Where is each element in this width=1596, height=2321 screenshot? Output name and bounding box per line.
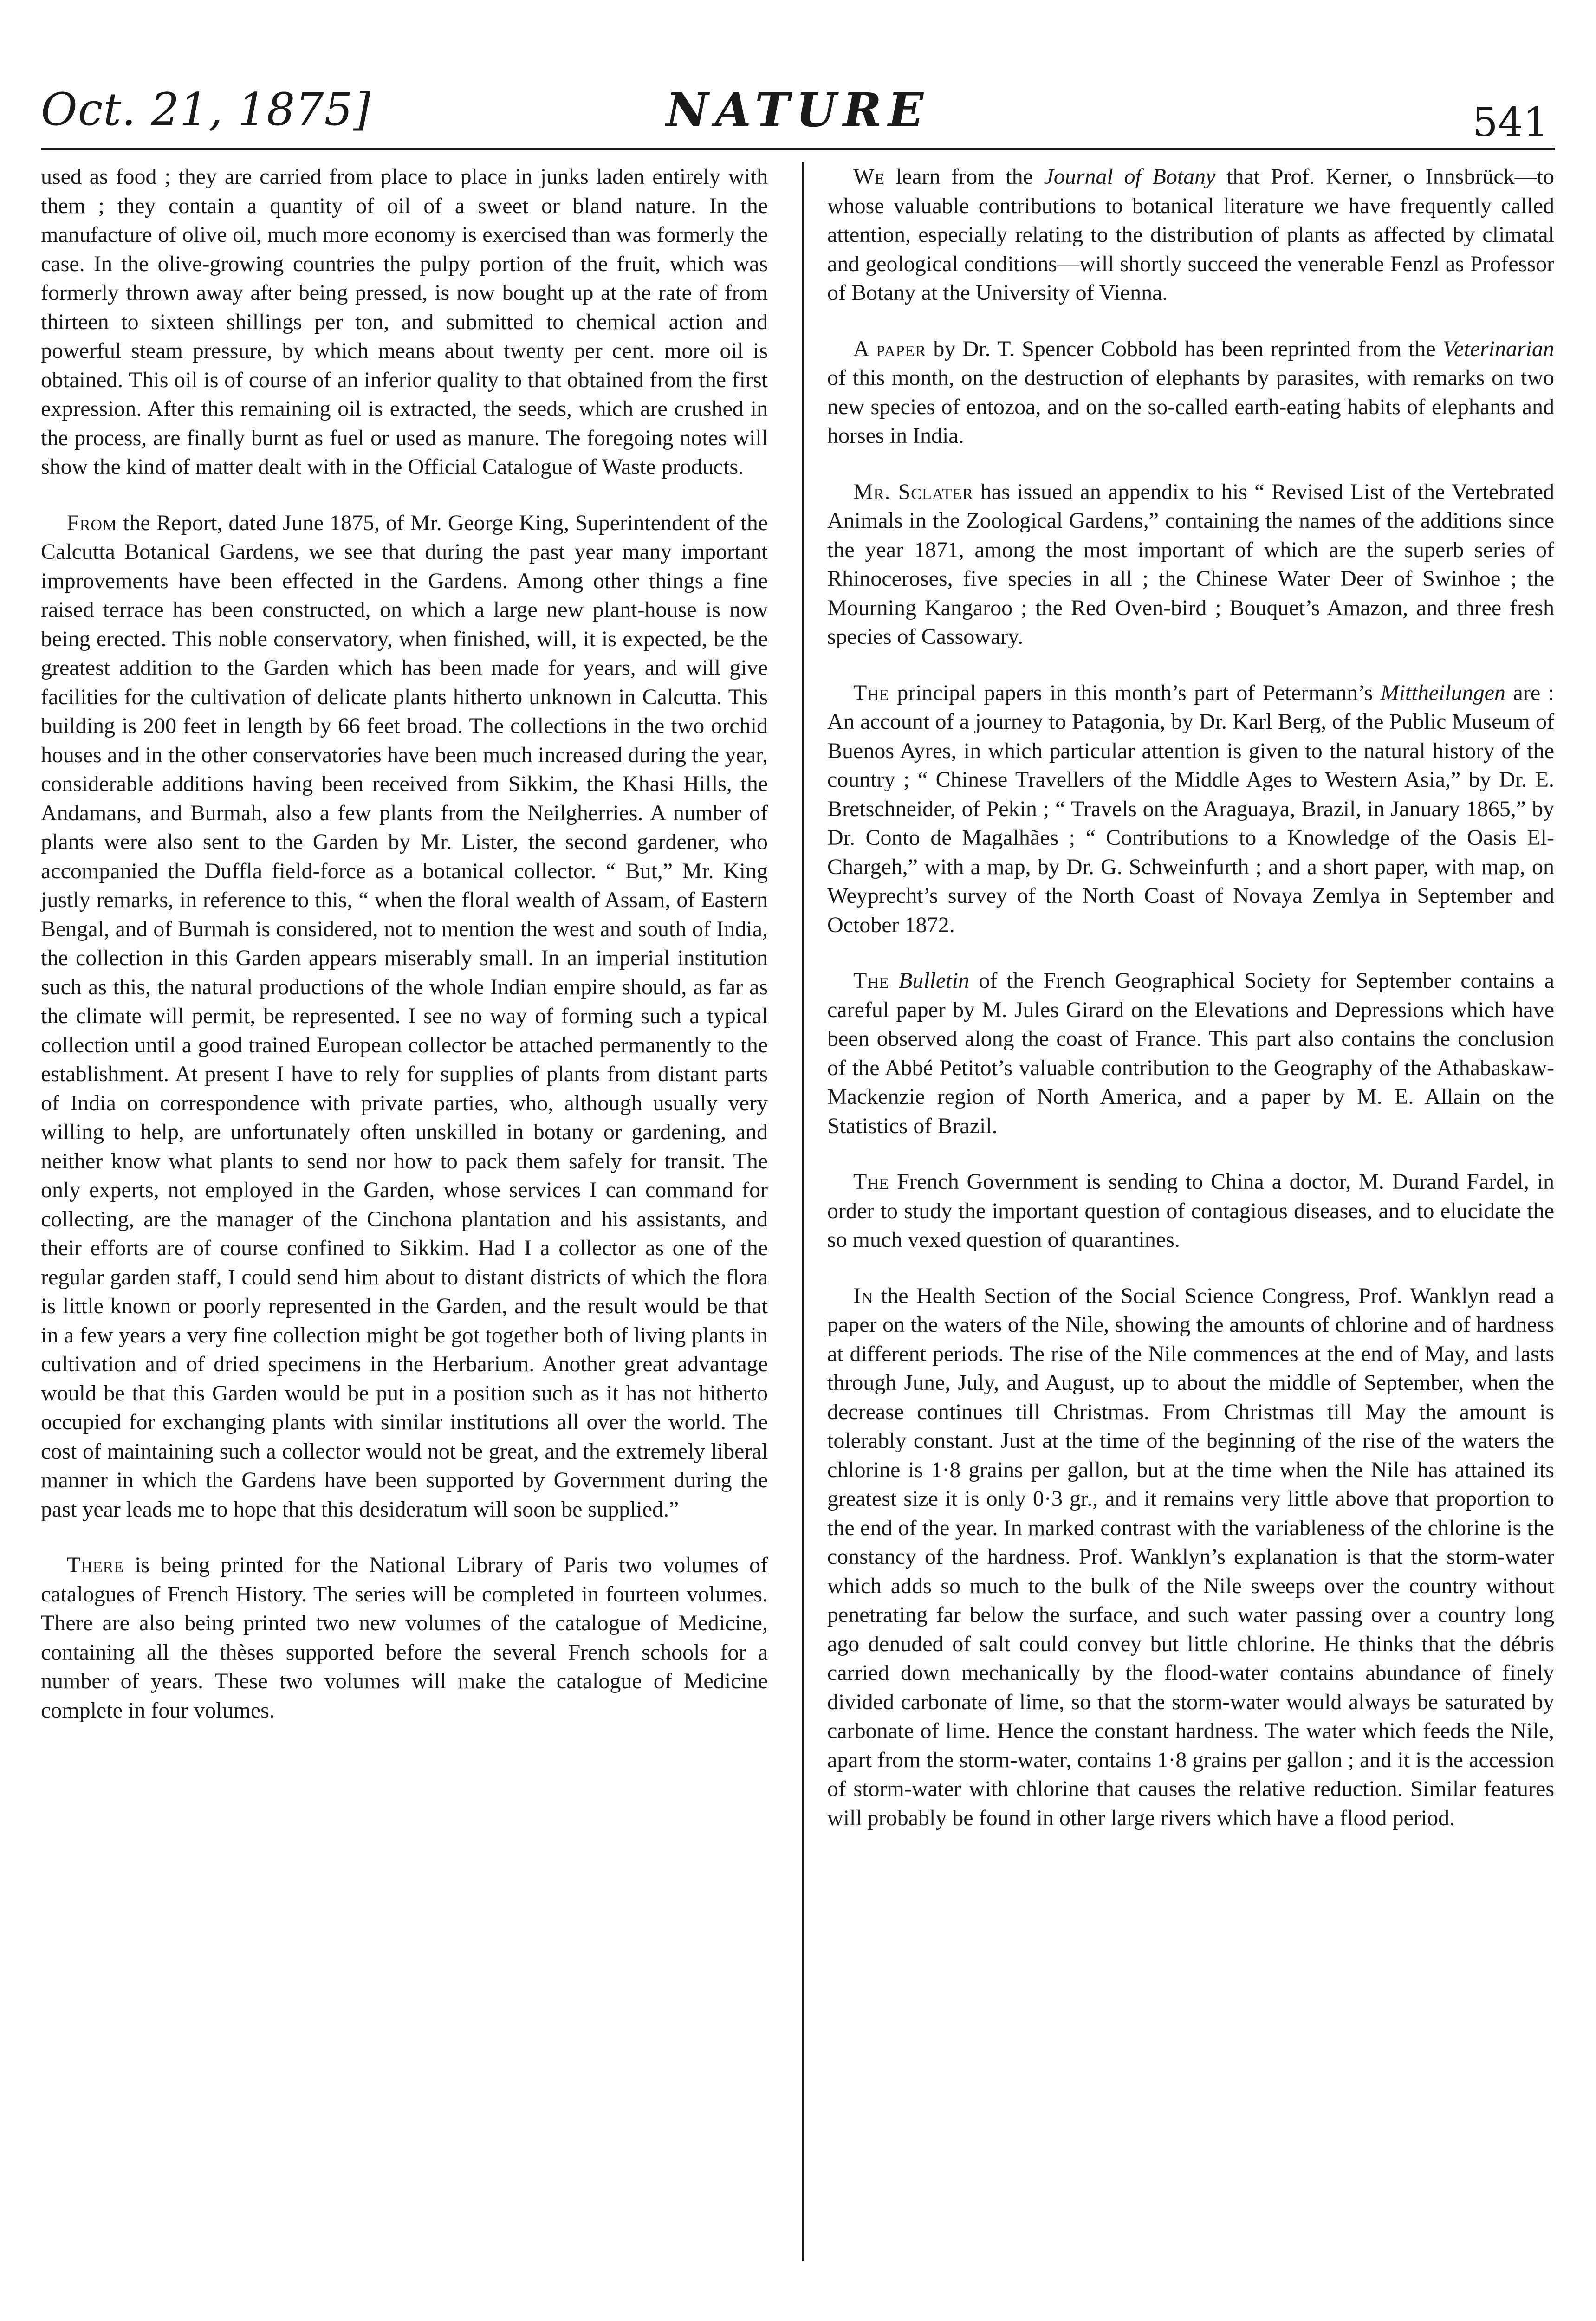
paragraph-sclater: Mr. Sclater has issued an appendix to his “ Revised List of the Vertebrated Animals in the Zoological Gardens,” containing the names of the additions since the year 1871, among the most important of which are the superb series of Rhinoceroses, five species in all ; the Chinese Water Deer of Swinhoe ; the Mourning Kangaroo ; the Red Oven-bird ; Bouquet’s Amazon, and three fresh species of Cassowary. — [827, 479, 1555, 649]
paragraph-lead: We — [853, 164, 885, 189]
page-header — [41, 70, 1555, 158]
paragraph-lead: A paper — [853, 336, 927, 361]
right-column — [827, 162, 1554, 1833]
paragraph-paris-library: There is being printed for the National Library of Paris two volumes of catalogues of French History. The series will be completed in fourteen volumes. There are also being printed two new volumes of the catalogue of Medicine, containing all the thèses supported before the several French schools for a number of years. These two volumes will make the catalogue of Medicine complete in four volumes. — [41, 1553, 768, 1723]
paragraph-lead: In — [853, 1283, 873, 1308]
column-divider — [802, 162, 804, 2261]
page-number: 541 — [1472, 99, 1549, 146]
paragraph-lead: Mr. Sclater — [853, 479, 973, 504]
paragraph-lead: There — [67, 1553, 124, 1577]
paragraph-petermann: The principal papers in this month’s part of Petermann’s Mittheilungen are : An account of a journey to Patagonia, by Dr. Karl Berg, of the Public Museum of Buenos Ayres, in which particular attention is given to the natural history of the country ; “ Chinese Travellers of the Middle Ages to Western Asia,” by Dr. E. Bretschneider, of Pekin ; “ Travels on the Araguaya, Brazil, in January 1865,” by Dr. Conto de Magalhães ; “ Contributions to a Knowledge of the Oasis El-Chargeh,” with a map, by Dr. G. Schweinfurth ; and a short paper, with map, on Weyprecht’s survey of the North Coast of Novaya Zemlya in September and October 1872. — [827, 680, 1555, 937]
left-column — [41, 162, 768, 1725]
paragraph-calcutta-gardens: From the Report, dated June 1875, of Mr. George King, Superintendent of the Calcutta Botanical Gardens, we see that during the past year many important improvements have been effected in the Gardens. Among other things a fine raised terrace has been constructed, on which a large new plant-house is now being erected. This noble conservatory, when finished, will, it is expected, be the greatest addition to the Garden which has been made for years, and will give facilities for the cultivation of delicate plants hitherto unknown in Calcutta. This building is 200 feet in length by 66 feet broad. The collections in the two orchid houses and in the other conservatories have been much increased during the year, considerable additions having been received from Sikkim, the Khasi Hills, the Andamans, and Burmah, also a few plants from the Neilgherries. A number of plants were also sent to the Garden by Mr. Lister, the second gardener, who accompanied the Duffla field-force as a botanical collector. “ But,” Mr. King justly remarks, in reference to this, “ when the floral wealth of Assam, of Eastern Bengal, and of Burmah is considered, not to mention the west and south of India, the collection in this Garden appears miserably small. In an imperial institution such as this, the natural productions of the whole Indian empire should, as far as the climate will permit, be represented. I see no way of forming such a typical collection until a good trained European collector be attached permanently to the establishment. At present I have to rely for supplies of plants from distant parts of India on correspondence with private parties, who, although usually very willing to help, are unfortunately often unskilled in botany or gardening, and neither know what plants to send nor how to pack them safely for transit. The only experts, not employed in the Garden, whose services I can command for collecting, are the manager of the Cinchona plantation and his assistants, and their efforts are of course confined to Sikkim. Had I a collector as one of the regular garden staff, I could send him about to distant districts of which the flora is little known or poorly represented in the Garden, and the result would be that in a few years a very fine collection might be got together both of living plants in cultivation and of dried specimens in the Herbarium. Another great advantage would be that this Garden would be put in a position such as it has not hitherto occupied for exchanging plants with similar institutions all over the world. The cost of maintaining such a collector would not be great, and the extremely liberal manner in which the Gardens have been supported by Government during the past year leads me to hope that this desideratum will soon be supplied.” — [41, 510, 768, 1522]
paragraph-nile-waters: In the Health Section of the Social Science Congress, Prof. Wanklyn read a paper on the waters of the Nile, showing the amounts of chlorine and of hardness at different periods. The rise of the Nile commences at the end of May, and lasts through June, July, and August, up to about the middle of September, when the decrease continues till Christmas. From Christmas till May the amount is tolerably constant. Just at the time of the beginning of the rise of the waters the chlorine is 1·8 grains per gallon, but at the time when the Nile has attained its greatest size it is only 0·3 gr., and it remains very little above that proportion to the end of the year. In marked contrast with the variableness of the chlorine is the constancy of the hardness. Prof. Wanklyn’s explanation is that the storm-water which adds so much to the bulk of the Nile sweeps over the country without penetrating far below the surface, and such water passing over a country long ago denuded of salt could convey but little chlorine. He thinks that the débris carried down mechanically by the flood-water contains abundance of finely divided carbonate of lime, so that the storm-water would always be saturated by carbonate of lime. Hence the constant hardness. The water which feeds the Nile, apart from the storm-water, contains 1·8 grains per gallon ; and it is the accession of storm-water with chlorine that causes the relative reduction. Similar features will probably be found in other large rivers which have a flood period. — [827, 1283, 1554, 1830]
journal-name: Veterinarian — [1443, 336, 1555, 361]
journal-name: Mittheilungen — [1380, 680, 1505, 705]
paragraph-lead: The — [853, 1169, 889, 1194]
header-rule — [41, 148, 1555, 150]
issue-date: Oct. 21, 1875] — [41, 84, 371, 136]
journal-title: NATURE — [666, 83, 930, 137]
paragraph-kerner: We learn from the Journal of Botany that Prof. Kerner, o Innsbrück—to whose valuable contributions to botanical literature we have frequently called attention, especially relating to the distribution of plants as affected by climatal and geological conditions—will shortly succeed the venerable Fenzl as Professor of Botany at the University of Vienna. — [827, 164, 1554, 305]
paragraph-lead: The — [853, 680, 889, 705]
paragraph-bulletin: The Bulletin of the French Geographical Society for September contains a careful paper by M. Jules Girard on the Elevations and Depressions which have been observed along the coast of France. This part also contains the conclusion of the Abbé Petitot’s valuable contribution to the Geography of the Athabaskaw-Mackenzie region of North America, and a paper by M. E. Allain on the Statistics of Brazil. — [827, 968, 1554, 1138]
paragraph-lead: The — [853, 968, 889, 993]
journal-name: Bulletin — [899, 968, 969, 993]
journal-name: Journal of Botany — [1044, 164, 1216, 189]
paragraph-lead: From — [67, 510, 117, 535]
paragraph-french-government: The French Government is sending to China a doctor, M. Durand Fardel, in order to study the important question of contagious diseases, and to elucidate the so much vexed question of quarantines. — [827, 1169, 1554, 1252]
paragraph-cobbold: A paper by Dr. T. Spencer Cobbold has been reprinted from the Veterinarian of this month, on the destruction of elephants by parasites, with remarks on two new species of entozoa, and on the so-called earth-eating habits of elephants and horses in India. — [827, 336, 1555, 448]
paragraph-waste-products: used as food ; they are carried from place to place in junks laden entirely with them ; they contain a quantity of oil of a sweet or bland nature. In the manufacture of olive oil, much more economy is exercised than was formerly the case. In the olive-growing countries the pulpy portion of the fruit, which was formerly thrown away after being pressed, is now bought up at the rate of from thirteen to sixteen shillings per ton, and submitted to chemical action and powerful steam pressure, by which means about twenty per cent. more oil is obtained. This oil is of course of an inferior quality to that obtained from the first expression. After this remaining oil is extracted, the seeds, which are crushed in the process, are finally burnt as fuel or used as manure. The foregoing notes will show the kind of matter dealt with in the Official Catalogue of Waste products. — [41, 164, 768, 479]
